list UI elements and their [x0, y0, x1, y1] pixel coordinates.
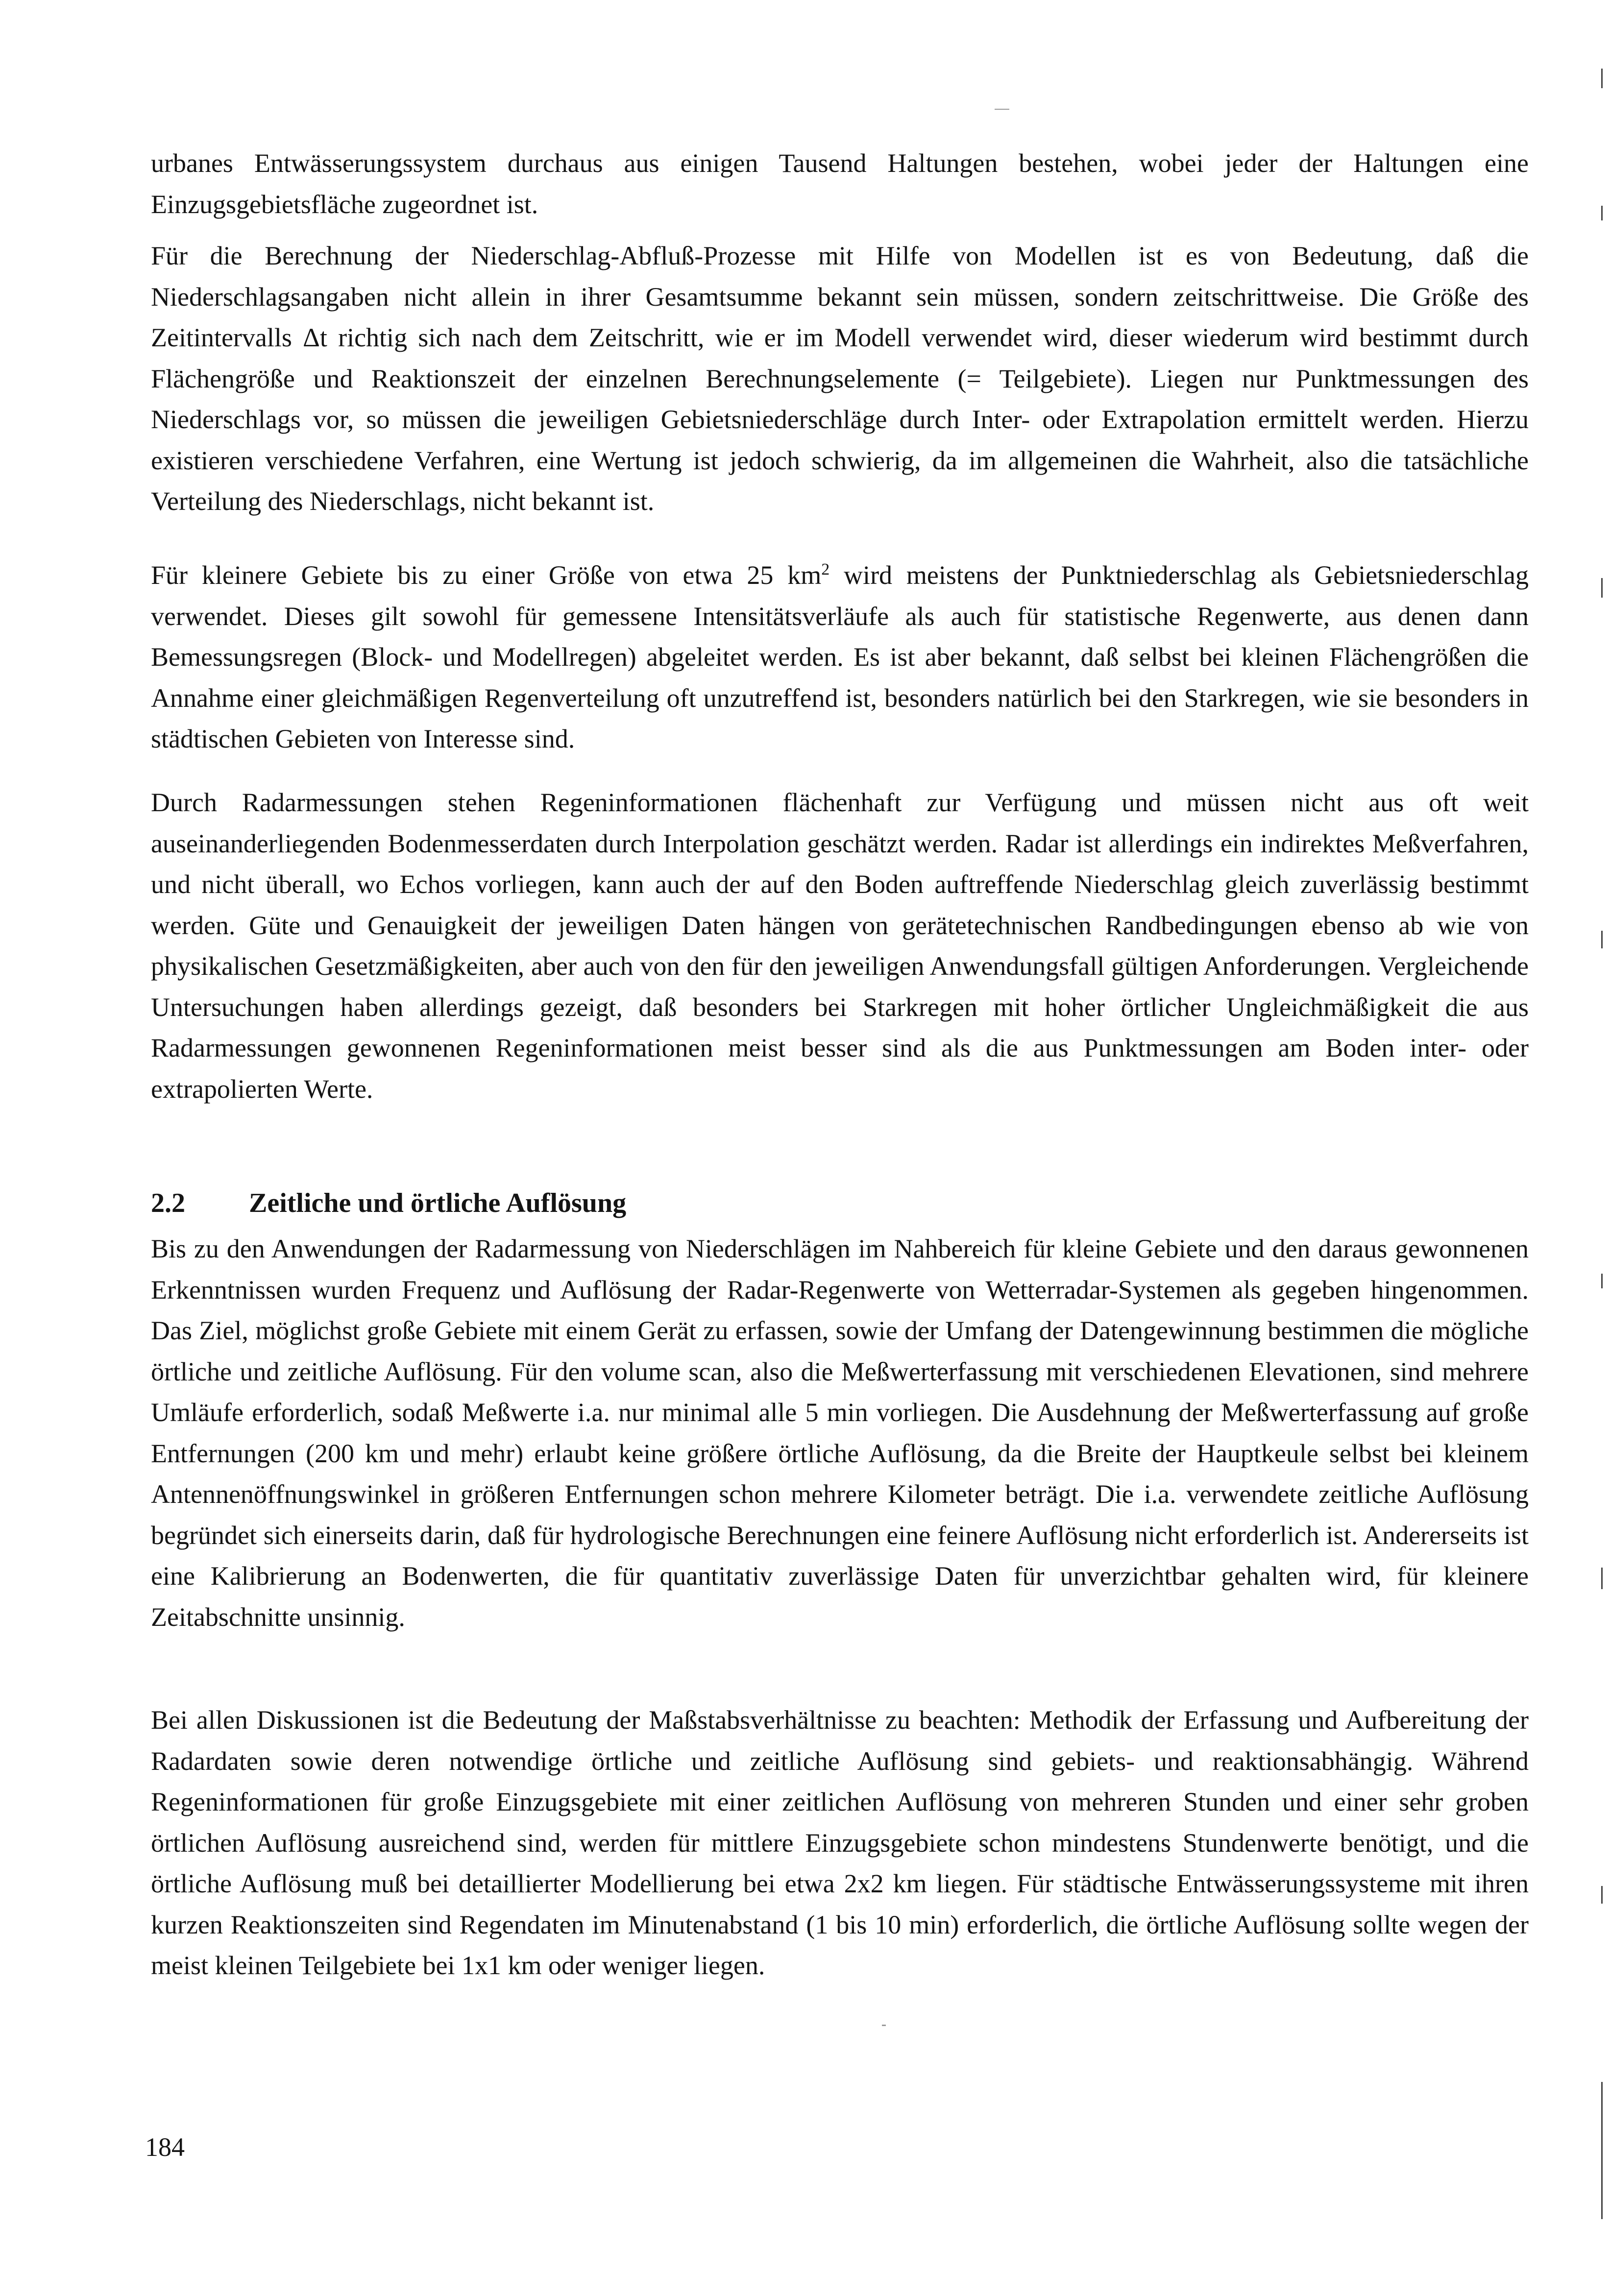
paragraph-aufloesung-2: Bei allen Diskussionen ist die Bedeutung der Maßstabsverhältnisse zu beachten: Methodik der Erfassung und Aufbereitung der Radardaten sowie deren notwendige örtliche und zeitliche Auflösung sind gebiets- und reaktionsabhängig. Während Regeninformationen für große Einzugsgebiete mit einer zeitlichen Auflösung von mehreren Stunden und einer sehr groben örtlichen Auflösung ausreichend sind, werden für mittlere Einzugsgebiete schon mindestens Stundenwerte benötigt, und die örtliche Auflösung muß bei detaillierter Modellierung bei etwa 2x2 km liegen. Für städtische Entwässerungssysteme mit ihren kurzen Reaktionszeiten sind Regendaten im Minutenabstand (1 bis 10 min) erforderlich, die örtliche Auflösung sollte wegen der meist kleinen Teilgebiete bei 1x1 km oder weniger liegen. — [151, 1705, 1529, 1980]
section-heading — [151, 1184, 1529, 1223]
scan-speck — [995, 109, 1009, 110]
paragraph-radarmessungen: Durch Radarmessungen stehen Regeninformationen flächenhaft zur Verfügung und müssen nicht aus oft weit auseinanderliegenden Bodenmesserdaten durch Interpolation geschätzt werden. Radar ist allerdings ein indirektes Meßverfahren, und nicht überall, wo Echos vorliegen, kann auch der auf den Boden auftreffende Niederschlag gleich zuverlässig bestimmt werden. Güte und Genauigkeit der jeweiligen Daten hängen von gerätetechnischen Randbedingungen ebenso ab wie von physikalischen Gesetzmäßigkeiten, aber auch von den für den jeweiligen Anwendungsfall gültigen Anforderungen. Vergleichende Untersuchungen haben allerdings gezeigt, daß besonders bei Starkregen mit hoher örtlicher Ungleichmäßigkeit die aus Radarmessungen gewonnenen Regeninformationen meist besser sind als die aus Punktmessungen am Boden inter- oder extrapolierten Werte. — [151, 788, 1529, 1104]
paragraph-kleinere-gebiete-text-2: wird meistens der Punktniederschlag als Gebietsniederschlag verwendet. Dieses gilt sowohl für gemessene Intensitätsverläufe als auch für statistische Regenwerte, aus denen dann Bemessungsregen (Block- und Modellregen) abgeleitet werden. Es ist aber bekannt, daß selbst bei kleinen Flächengrößen die Annahme einer gleichmäßigen Regenverteilung oft unzutreffend ist, besonders natürlich bei den Starkregen, wie sie besonders in städtischen Gebieten von Interesse sind. — [151, 560, 1529, 753]
page-number: 184 — [145, 2132, 185, 2162]
section-number: 2.2 — [151, 1188, 185, 1218]
scan-speck — [882, 2025, 886, 2026]
scan-binding-edge — [1601, 0, 1603, 2296]
paragraph-niederschlag-abfluss: Für die Berechnung der Niederschlag-Abfluß-Prozesse mit Hilfe von Modellen ist es von Bedeutung, daß die Niederschlagsangaben nicht allein in ihrer Gesamtsumme bekannt sein müssen, sondern zeitschrittweise. Die Größe des Zeitintervalls Δt richtig sich nach dem Zeitschritt, wie er im Modell verwendet wird, dieser wiederum wird bestimmt durch Flächengröße und Reaktionszeit der einzelnen Berechnungselemente (= Teilgebiete). Liegen nur Punktmessungen des Niederschlags vor, so müssen die jeweiligen Gebietsniederschläge durch Inter- oder Extrapolation ermittelt werden. Hierzu existieren verschiedene Verfahren, eine Wertung ist jedoch schwierig, da im allgemeinen die Wahrheit, also die tatsächliche Verteilung des Niederschlags, nicht bekannt ist. — [151, 241, 1529, 516]
paragraph-continuation: urbanes Entwässerungssystem durchaus aus einigen Tausend Haltungen bestehen, wobei jeder der Haltungen eine Einzugsgebietsfläche zugeordnet ist. — [151, 148, 1529, 219]
paragraph-kleinere-gebiete — [151, 555, 1529, 760]
paragraph-aufloesung-1: Bis zu den Anwendungen der Radarmessung von Niederschlägen im Nahbereich für kleine Gebiete und den daraus gewonnenen Erkenntnissen wurden Frequenz und Auflösung der Radar-Regenwerte von Wetterradar-Systemen als gegeben hingenommen. Das Ziel, möglichst große Gebiete mit einem Gerät zu erfassen, sowie der Umfang der Datengewinnung bestimmen die mögliche örtliche und zeitliche Auflösung. Für den volume scan, also die Meßwerterfassung mit verschiedenen Elevationen, sind mehrere Umläufe erforderlich, sodaß Meßwerte i.a. nur minimal alle 5 min vorliegen. Die Ausdehnung der Meßwerterfassung auf große Entfernungen (200 km und mehr) erlaubt keine größere örtliche Auflösung, da die Breite der Hauptkeule selbst bei kleinem Antennenöffnungswinkel in größeren Entfernungen schon mehrere Kilometer beträgt. Die i.a. verwendete zeitliche Auflösung begründet sich einerseits darin, daß für hydrologische Berechnungen eine feinere Auflösung nicht erforderlich ist. Andererseits ist eine Kalibrierung an Bodenwerten, die für quantitativ zuverlässige Daten für unverzichtbar gehalten wird, für kleinere Zeitabschnitte unsinnig. — [151, 1234, 1529, 1632]
paragraph-kleinere-gebiete-text-1: Für kleinere Gebiete bis zu einer Größe von etwa 25 km — [151, 560, 822, 590]
superscript-2: 2 — [821, 560, 830, 579]
section-title: Zeitliche und örtliche Auflösung — [249, 1188, 627, 1218]
